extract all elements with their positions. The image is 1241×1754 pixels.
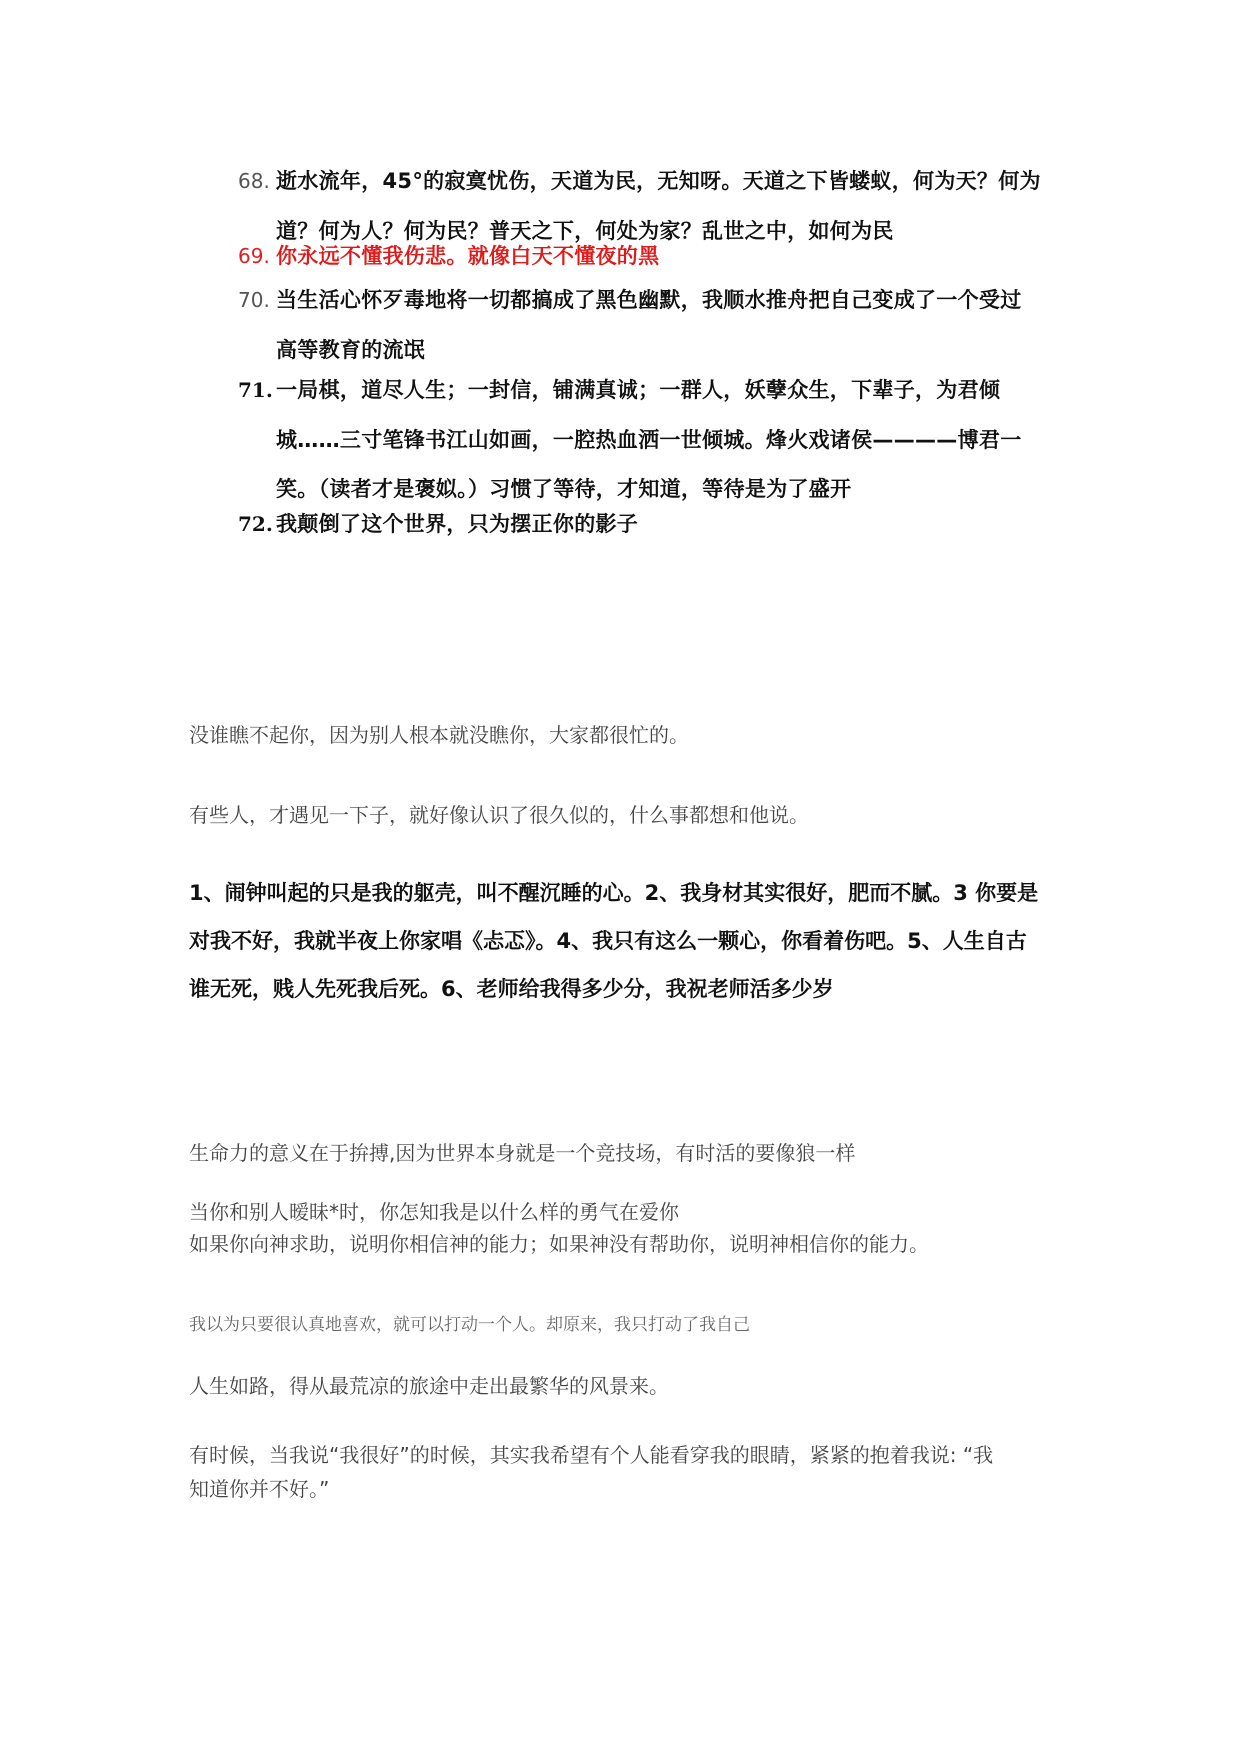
list-text: [276, 366, 1068, 515]
text-line: 我颠倒了这个世界，只为摆正你的影子: [276, 512, 639, 536]
paragraph: 我以为只要很认真地喜欢，就可以打动一个人。却原来，我只打动了我自己: [189, 1315, 750, 1335]
list-number: 69.: [238, 244, 270, 268]
list-item: [238, 276, 1068, 375]
paragraph: [189, 1438, 1069, 1506]
paragraph: 生命力的意义在于拚搏,因为世界本身就是一个竞技场，有时活的要像狼一样: [189, 1141, 856, 1165]
list-item: [238, 366, 1068, 515]
text-line: 城……三寸笔锋书江山如画，一腔热血洒一世倾城。烽火戏诸侯————博君一: [276, 427, 1022, 452]
text-line: 笑。（读者才是褒姒。）习惯了等待，才知道，等待是为了盛开: [276, 477, 852, 501]
list-number: 71.: [238, 378, 273, 402]
paragraph: 当你和别人暧昧*时，你怎知我是以什么样的勇气在爱你: [189, 1200, 679, 1224]
list-text: [276, 276, 1068, 375]
list-text: [276, 500, 1068, 550]
text-line: 道？何为人？何为民？普天之下，何处为家？乱世之中，如何为民: [276, 218, 894, 243]
list-number: 68.: [238, 169, 270, 193]
paragraph: 有些人，才遇见一下子，就好像认识了很久似的，什么事都想和他说。: [189, 803, 809, 827]
text-line: 逝水流年，45°的寂寞忧伤，天道为民，无知呀。天道之下皆蝼蚁，何为天？何为: [276, 169, 1041, 193]
paragraph: 人生如路，得从最荒凉的旅途中走出最繁华的风景来。: [189, 1374, 669, 1398]
paragraph-jokes: [189, 869, 1069, 1013]
list-text: [276, 232, 1068, 282]
text-line: 1、闹钟叫起的只是我的躯壳，叫不醒沉睡的心。2、我身材其实很好，肥而不腻。3 你要是: [189, 881, 1039, 905]
text-line: 当生活心怀歹毒地将一切都搞成了黑色幽默，我顺水推舟把自己变成了一个受过: [276, 288, 1022, 312]
list-item: [238, 232, 1068, 282]
text-line: 对我不好，我就半夜上你家唱《忐忑》。4、我只有这么一颗心，你看着伤吧。5、人生自古: [189, 929, 1027, 953]
text-line: 一局棋，道尽人生；一封信，铺满真诚；一群人，妖孽众生，下辈子，为君倾: [276, 378, 1001, 402]
list-number: 70.: [238, 288, 270, 312]
text-line: 谁无死，贱人先死我后死。6、老师给我得多少分，我祝老师活多少岁: [189, 977, 834, 1001]
text-line: 你永远不懂我伤悲。就像白天不懂夜的黑: [276, 244, 660, 268]
text-line: 知道你并不好。”: [189, 1477, 330, 1501]
text-line: 有时候，当我说“我很好”的时候，其实我希望有个人能看穿我的眼睛，紧紧的抱着我说: “我: [189, 1443, 994, 1467]
paragraph: 如果你向神求助，说明你相信神的能力；如果神没有帮助你，说明神相信你的能力。: [189, 1232, 929, 1256]
list-item: [238, 500, 1068, 550]
text-line: 高等教育的流氓: [276, 337, 426, 362]
list-number: 72.: [238, 512, 273, 536]
paragraph: 没谁瞧不起你，因为别人根本就没瞧你，大家都很忙的。: [189, 723, 689, 747]
